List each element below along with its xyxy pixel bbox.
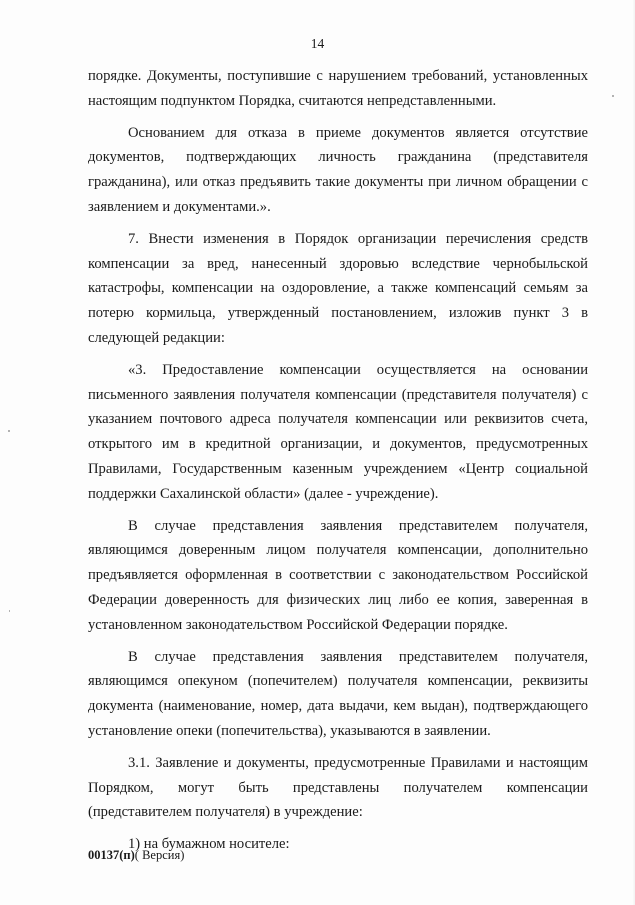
paragraph-paper-medium: 1) на бумажном носителе:	[128, 836, 290, 853]
scan-speck	[9, 610, 10, 612]
footer-version: ( Версия)	[134, 848, 185, 862]
page-number: 14	[310, 36, 325, 51]
paragraph-continuation: порядке. Документы, поступившие с нарушением требований, установленных настоящим подпунктом Порядка, считаются непредставленными.	[88, 68, 588, 109]
paragraph-refusal-grounds: Основанием для отказа в приеме документов является отсутствие документов, подтверждающих личность гражданина (представителя гражданина), или отказ предъявить такие документы при личном обращении с заявлением и документами.».	[88, 124, 588, 215]
document-body	[88, 64, 588, 864]
footer-code: 00137(п)	[88, 848, 135, 862]
paragraph-amendment-7: 7. Внести изменения в Порядок организации перечисления средств компенсации за вред, нанесенный здоровью вследствие чернобыльской катастрофы, компенсации на оздоровление, а также компенсаций семьям за потерю кормильца, утвержденный постановлением, изложив пункт 3 в следующей редакции:	[88, 230, 588, 346]
scan-speck	[8, 430, 10, 432]
paragraph-clause-3-1: 3.1. Заявление и документы, предусмотренные Правилами и настоящим Порядком, могут быть представлены получателем компенсации (представителем получателя) в учреждение:	[88, 754, 588, 821]
paragraph-authorized-representative: В случае представления заявления представителем получателя, являющимся доверенным лицом получателя компенсации, дополнительно предъявляется оформленная в соответствии с законодательством Российской Федерации доверенность для физических лиц либо ее копия, заверенная в установленном законодательством Российской Федерации порядке.	[88, 517, 588, 633]
scan-speck	[612, 95, 614, 97]
paragraph-guardian-representative: В случае представления заявления представителем получателя, являющимся опекуном (попечителем) получателя компенсации, реквизиты документа (наименование, номер, дата выдачи, кем выдан), подтверждающего установление опеки (попечительства), указываются в заявлении.	[88, 648, 588, 739]
paragraph-clause-3: «3. Предоставление компенсации осуществляется на основании письменного заявления получателя компенсации (представителя получателя) с указанием почтового адреса получателя компенсации или реквизитов счета, открытого им в кредитной организации, и документов, предусмотренных Правилами, Государственным казенным учреждением «Центр социальной поддержки Сахалинской области» (далее - учреждение).	[88, 361, 588, 502]
footer-document-code	[88, 848, 184, 863]
